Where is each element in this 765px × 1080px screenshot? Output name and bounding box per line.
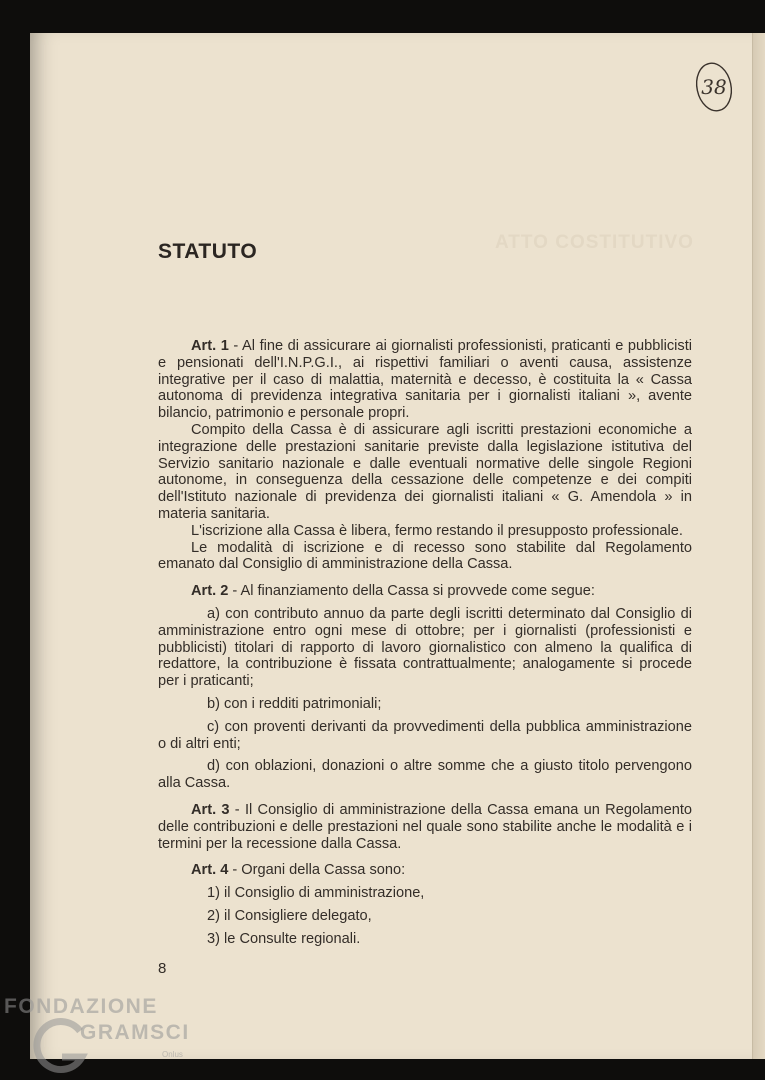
statute-body (158, 338, 692, 948)
art4-organ-3: 3) le Consulte regionali. (207, 930, 361, 947)
page-title: STATUTO (158, 240, 258, 263)
art2-item-d: d) con oblazioni, donazioni o altre somme che a giusto titolo pervengono alla Cassa. (158, 758, 692, 792)
art1-paragraph-4: Le modalità di iscrizione e di recesso sono stabilite dal Regolamento emanato dal Consiglio di amministrazione della Cassa. (158, 539, 692, 573)
art1-text: - Al fine di assicurare ai giornalisti professionisti, praticanti e pubblicisti e pensionati dell'I.N.P.G.I., ai rispettivi familiari o aventi causa, assistenze integrative per il caso di malattia, maternità e decesso, è costituita la « Cassa autonoma di previdenza integrativa sanitaria per i giornalisti italiani », avente bilancio, patrimonio e personale propri. (158, 338, 692, 422)
bleed-through-text: ATTO COSTITUTIVO (495, 232, 694, 253)
watermark-line1: FONDAZIONE (4, 995, 158, 1018)
art3-text: - Il Consiglio di amministrazione della Cassa emana un Regolamento delle contribuzioni e delle prestazioni nel quale sono stabilite anche le modalità e i termini per la recessione dalla Cassa. (158, 801, 692, 852)
art4-intro: - Organi della Cassa sono: (228, 862, 406, 879)
art1-paragraph (158, 338, 692, 422)
watermark-sub: Onlus (162, 1050, 183, 1059)
art4-paragraph (158, 862, 692, 879)
art4-organ-1: 1) il Consiglio di amministrazione, (207, 885, 425, 902)
art4-label: Art. 4 (191, 862, 229, 879)
art2-intro: - Al finanziamento della Cassa si provvede come segue: (228, 583, 595, 600)
art1-paragraph-3: L'iscrizione alla Cassa è libera, fermo restando il presupposto professionale. (191, 522, 683, 539)
art2-label: Art. 2 (191, 583, 229, 600)
art2-item-a: a) con contributo annuo da parte degli iscritti determinato dal Consiglio di amministrazione entro ogni mese di ottobre; per i giornalisti (professionisti e pubblicisti) titolari di rapporto di lavoro giornalistico con almeno la qualifica di redattore, la contribuzione è fissata contrattualmente; analogamente si procede per i praticanti; (158, 605, 692, 690)
art3-label: Art. 3 (191, 801, 230, 818)
art2-item-c: c) con proventi derivanti da provvedimenti della pubblica amministrazione o di altri enti; (158, 718, 692, 752)
art2-item-b: b) con i redditi patrimoniali; (207, 695, 382, 712)
watermark-line2: GRAMSCI (80, 1021, 190, 1044)
archive-number: 38 (701, 75, 727, 99)
watermark-logo (4, 995, 204, 1075)
art1-label: Art. 1 (191, 338, 229, 354)
art4-organ-2: 2) il Consigliere delegato, (207, 907, 372, 924)
art1-paragraph-2: Compito della Cassa è di assicurare agli iscritti prestazioni economiche a integrazione delle prestazioni sanitarie previste dalla legislazione istitutiva del Servizio sanitario nazionale e dalle eventuali normative delle singole Regioni autonome, in conseguenza della cessazione delle competenze e dei compiti dell'Istituto nazionale di previdenza dei giornalisti italiani « G. Amendola » in materia sanitaria. (158, 421, 692, 522)
page-edge (752, 33, 765, 1059)
art2-paragraph (158, 583, 692, 600)
page-number: 8 (158, 960, 167, 977)
archive-number-stamp (694, 60, 734, 114)
art3-paragraph (158, 802, 692, 852)
